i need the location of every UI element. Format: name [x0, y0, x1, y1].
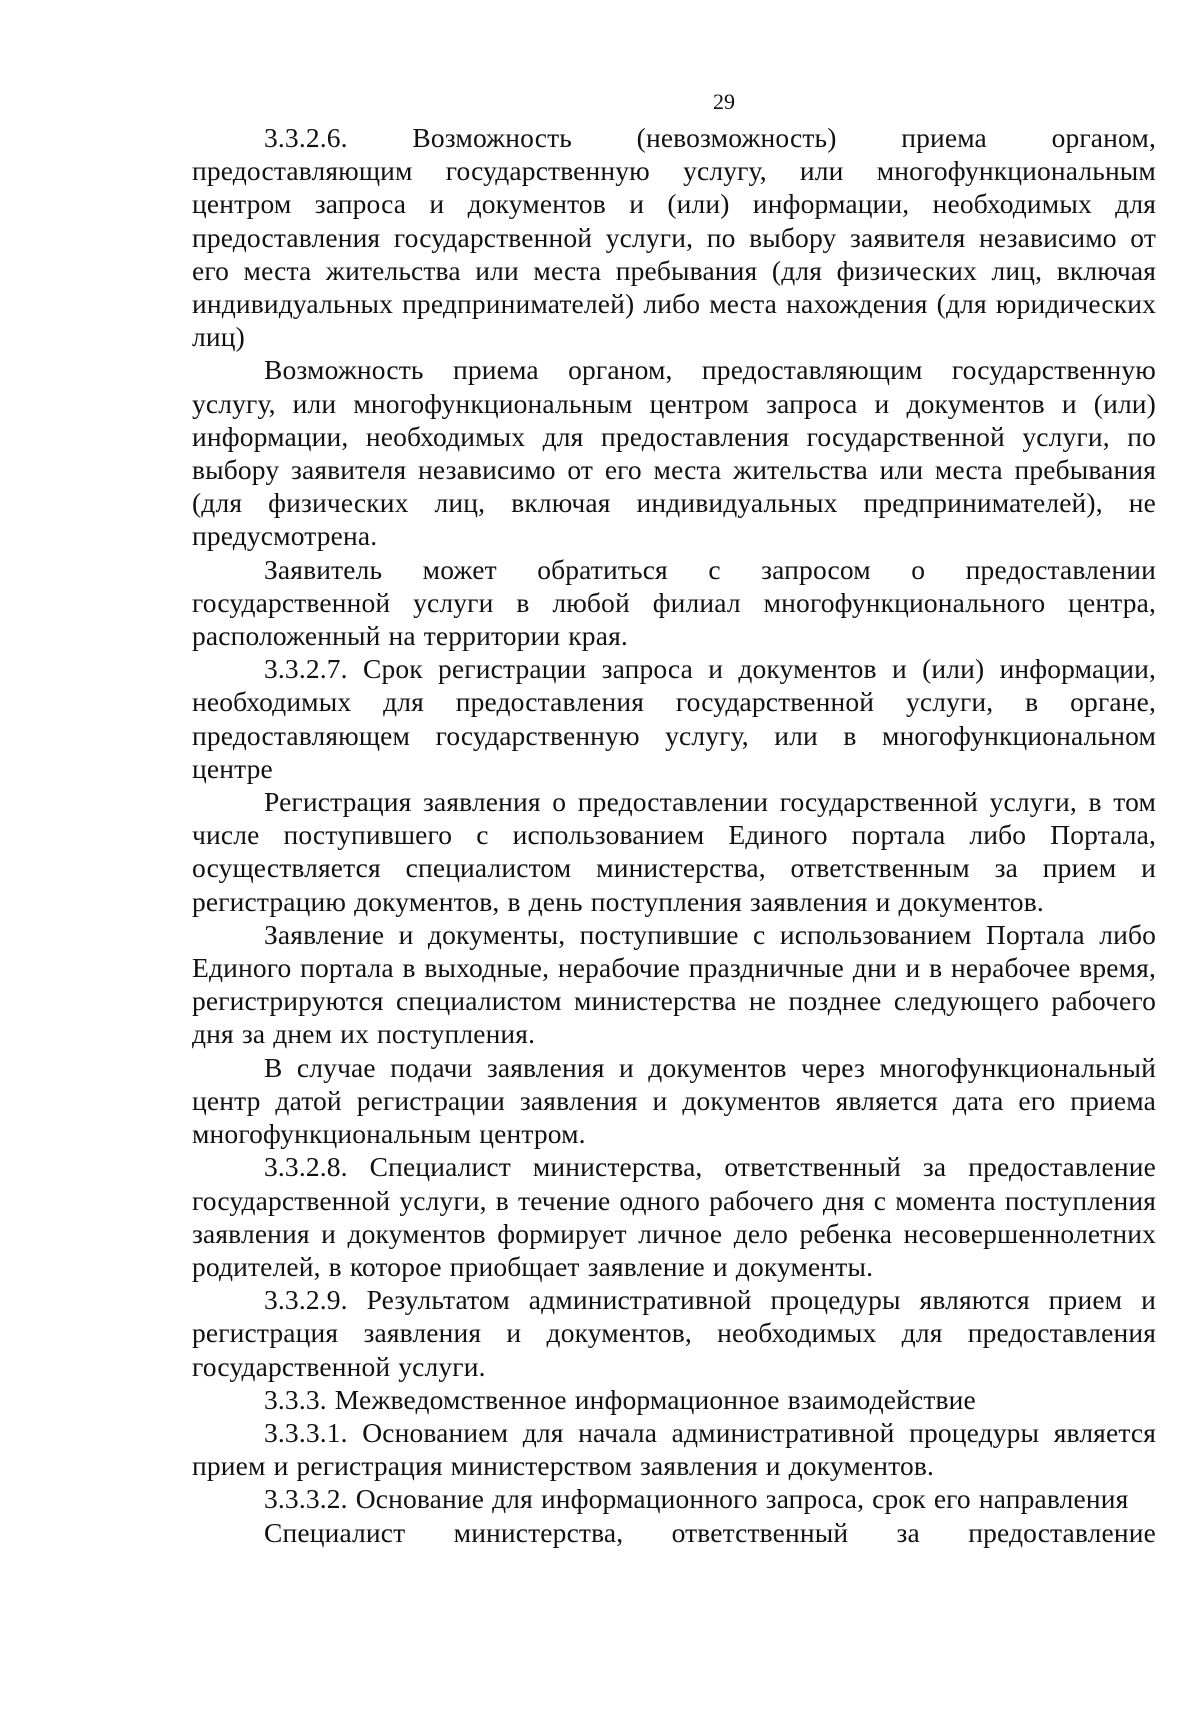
- paragraph-specialist: Специалист министерства, ответственный за предоставление: [264, 1516, 1156, 1548]
- paragraph-portal-docs: Заявление и документы, поступившие с использованием Портала либо Единого портала в выходные, нерабочие праздничные дни и в нерабочее время, регистрируются специалистом министерства не позднее следующего рабочего дня за днем их поступления.: [192, 918, 1156, 1050]
- paragraph-3-3-2-7: 3.3.2.7. Срок регистрации запроса и документов и (или) информации, необходимых для предоставления государственной услуги, в органе, предоставляющем государственную услугу, или в многофункциональном центре: [192, 653, 1156, 784]
- paragraph-mfc-submission: В случае подачи заявления и документов через многофункциональный центр датой регистрации заявления и документов является дата его приема многофункциональным центром.: [192, 1051, 1156, 1150]
- paragraph-3-3-2-8: 3.3.2.8. Специалист министерства, ответственный за предоставление государственной услуги, в течение одного рабочего дня с момента поступления заявления и документов формирует личное дело ребенка несовершеннолетних родителей, в которое приобщает заявление и документы.: [192, 1151, 1156, 1282]
- paragraph-3-3-2-9: 3.3.2.9. Результатом административной процедуры являются прием и регистрация заявления и документов, необходимых для предоставления государственной услуги.: [192, 1284, 1156, 1382]
- paragraph-registration: Регистрация заявления о предоставлении государственной услуги, в том числе поступившего с использованием Единого портала либо Портала, осуществляется специалистом министерства, ответственным за прием и регистрацию документов, в день поступления заявления и документов.: [192, 786, 1156, 917]
- paragraph-3-3-2-6: 3.3.2.6. Возможность (невозможность) приема органом, предоставляющим государственную услугу, или многофункциональным центром запроса и документов и (или) информации, необходимых для предоставления государственной услуги, по выбору заявителя независимо от его места жительства или места пребывания (для физических лиц, включая индивидуальных предпринимателей) либо места нахождения (для юридических лиц): [192, 122, 1156, 353]
- paragraph-applicant: Заявитель может обратиться с запросом о предоставлении государственной услуги в любой филиал многофункционального центра, расположенный на территории края.: [192, 553, 1156, 652]
- paragraph-possibility: Возможность приема органом, предоставляющим государственную услугу, или многофункциональным центром запроса и документов и (или) информации, необходимых для предоставления государственной услуги, по выбору заявителя независимо от его места жительства или места пребывания (для физических лиц, включая индивидуальных предпринимателей), не предусмотрена.: [192, 354, 1156, 552]
- page-number: 29: [713, 89, 735, 114]
- body-text: [192, 121, 1156, 1549]
- paragraph-3-3-3-2: 3.3.3.2. Основание для информационного запроса, срок его направления: [264, 1483, 1129, 1515]
- paragraph-3-3-3-1: 3.3.3.1. Основанием для начала административной процедуры является прием и регистрация министерством заявления и документов.: [192, 1416, 1156, 1482]
- paragraph-3-3-3: 3.3.3. Межведомственное информационное взаимодействие: [264, 1383, 976, 1415]
